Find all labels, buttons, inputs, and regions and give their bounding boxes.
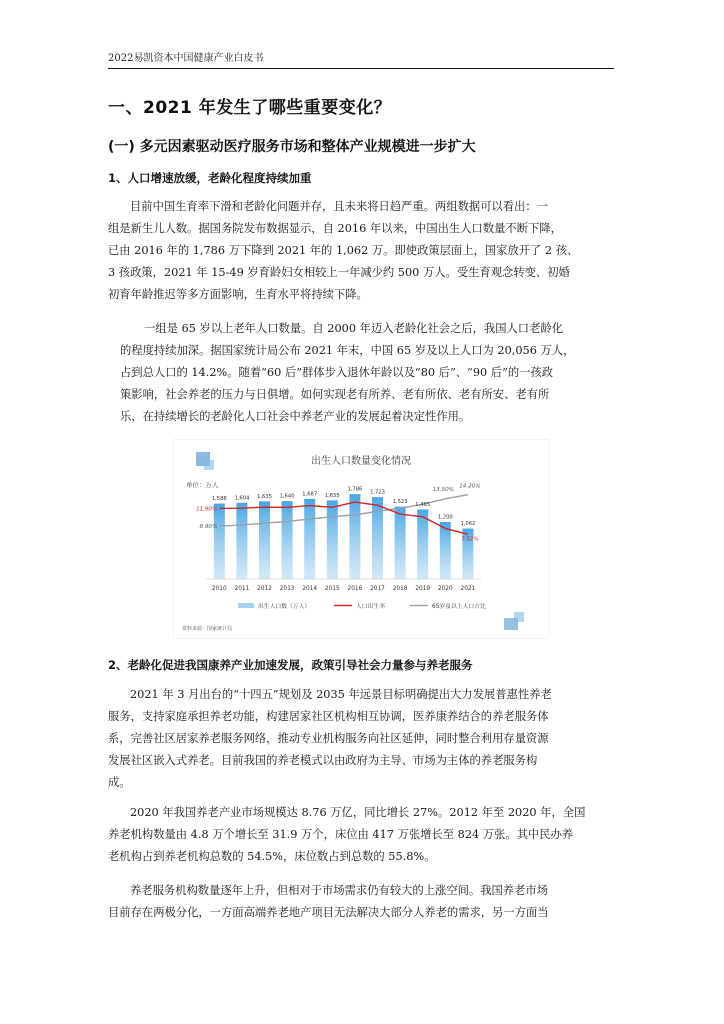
text-line: 初育年龄推迟等多方面影响，生育水平将持续下降。	[108, 288, 368, 301]
legend-label: 人口出生率	[356, 604, 385, 610]
x-tick-label: 2012	[257, 586, 272, 592]
bar	[440, 522, 451, 579]
header-title: 2022易凯资本中国健康产业白皮书	[108, 53, 264, 64]
bar-value-label: 1,604	[234, 495, 250, 502]
birth-rate-line	[219, 502, 468, 534]
bar	[327, 500, 338, 579]
legend-swatch-bars	[238, 603, 254, 608]
text-line: 目前存在两极分化，一方面高端养老地产项目无法解决大部分人养老的需求，另一方面当	[108, 906, 549, 919]
bar-value-label: 1,786	[347, 486, 363, 493]
section1-title: 1、人口增速放缓，老龄化程度持续加重	[108, 171, 312, 185]
bar	[282, 501, 293, 579]
legend-label: 65岁及以上人口占比	[432, 604, 486, 610]
bar	[259, 501, 270, 579]
bar	[236, 503, 247, 579]
x-tick-label: 2013	[279, 586, 295, 592]
bar-value-label: 1,200	[437, 514, 453, 521]
chart-title: 出生人口数量变化情况	[311, 456, 411, 467]
text-line: 2021 年 3 月出台的“十四五”规划及 2035 年远景目标明确提出大力发展普惠性养老	[130, 688, 552, 701]
section2-title: 2、老龄化促进我国康养产业加速发展，政策引导社会力量参与养老服务	[108, 658, 473, 672]
text-line: 一组是 65 岁以上老年人口数量。自 2000 年迈入老龄化社会之后，我国人口老龄化	[144, 322, 563, 335]
text-line: 策影响，社会养老的压力与日俱增。如何实现老有所养、老有所依、老有所安、老有所	[120, 388, 550, 401]
x-tick-label: 2014	[302, 586, 318, 592]
heading-level-2: (一) 多元因素驱动医疗服务市场和整体产业规模进一步扩大	[108, 139, 476, 155]
elderly-point-label: 14.20%	[459, 483, 481, 490]
text-line: 占到总人口的 14.2%。随着“60 后”群体步入退休年龄以及“80 后”、“90 后”的一孩政	[120, 366, 554, 379]
chart-deco-square	[514, 612, 524, 622]
bar	[304, 499, 315, 579]
bar-value-label: 1,588	[211, 496, 227, 503]
page-header	[108, 52, 614, 69]
bar-value-label: 1,465	[415, 501, 431, 508]
text-line: 2020 年我国养老产业市场规模达 8.76 万亿，同比增长 27%。2012 年至 2020 年，全国	[130, 806, 586, 819]
text-line: 已由 2016 年的 1,786 万下降到 2021 年的 1,062 万。即使政策层面上，国家放开了 2 孩、	[108, 244, 579, 257]
text-line: 成。	[108, 776, 131, 789]
bar-value-label: 1,635	[257, 493, 272, 500]
text-line: 目前中国生育率下滑和老龄化问题并存，且未来将日趋严重。两组数据可以看出：一	[130, 200, 548, 213]
bar	[417, 509, 428, 579]
x-tick-label: 2019	[415, 586, 431, 592]
elderly-point-label: 13.50%	[432, 486, 454, 493]
x-tick-label: 2020	[437, 586, 453, 592]
bar	[349, 494, 360, 579]
elderly-point-label: 8.90%	[199, 524, 218, 531]
text-line: 3 孩政策，2021 年 15-49 岁育龄妇女相较上一年减少约 500 万人。受生育观念转变、初婚	[108, 266, 570, 279]
text-line: 老机构占到养老机构总数的 54.5%，床位数占到总数的 55.8%。	[108, 850, 436, 863]
x-tick-label: 2015	[324, 586, 340, 592]
birth-rate-point-label: 7.52%	[461, 536, 479, 543]
heading-level-1: 一、2021 年发生了哪些重要变化？	[108, 98, 392, 118]
text-line: 乐，在持续增长的老龄化人口社会中养老产业的发展起着决定性作用。	[120, 410, 471, 423]
chart-source: 资料来源：国家统计局	[182, 626, 233, 632]
x-tick-label: 2018	[392, 586, 408, 592]
chart-unit-label: 单位：万人	[186, 481, 219, 489]
x-tick-label: 2010	[211, 586, 227, 592]
x-tick-label: 2021	[460, 586, 476, 592]
birth-rate-point-label: 11.90%	[195, 506, 218, 513]
text-line: 发展社区嵌入式养老。目前我国的养老模式以由政府为主导、市场为主体的养老服务构	[108, 754, 538, 767]
bar-value-label: 1,640	[279, 493, 295, 500]
bar-value-label: 1,062	[460, 521, 476, 528]
text-line: 养老服务机构数量逐年上升，但相对于市场需求仍有较大的上涨空间。我国养老市场	[130, 884, 548, 897]
birth-population-chart	[174, 440, 548, 638]
x-tick-label: 2016	[347, 586, 363, 592]
text-line: 系，完善社区居家养老服务网络，推动专业机构服务向社区延伸，同时整合利用存量资源	[108, 732, 549, 745]
x-tick-label: 2011	[234, 586, 250, 592]
text-line: 养老机构数量由 4.8 万个增长至 31.9 万个，床位由 417 万张增长至 824 万张。其中民办养	[108, 828, 574, 841]
legend-label: 出生人口数（万人）	[258, 604, 311, 610]
text-line: 的程度持续加深。据国家统计局公布 2021 年末，中国 65 岁及以上人口为 20,056 万人，	[120, 344, 575, 357]
bar-value-label: 1,723	[370, 489, 385, 496]
bar-value-label: 1,523	[392, 499, 408, 506]
text-line: 服务，支持家庭承担养老功能，构建居家社区机构相互协调，医养康养结合的养老服务体	[108, 710, 549, 723]
bar-value-label: 1,655	[324, 492, 340, 499]
text-line: 组是新生儿人数。据国务院发布数据显示，自 2016 年以来，中国出生人口数量不断下降，	[108, 222, 562, 235]
chart-canvas	[174, 440, 548, 638]
x-tick-label: 2017	[370, 586, 385, 592]
chart-deco-square	[204, 460, 214, 470]
bar	[214, 504, 225, 579]
bar	[395, 507, 406, 579]
bar	[372, 497, 383, 579]
bar-value-label: 1,687	[302, 491, 318, 498]
